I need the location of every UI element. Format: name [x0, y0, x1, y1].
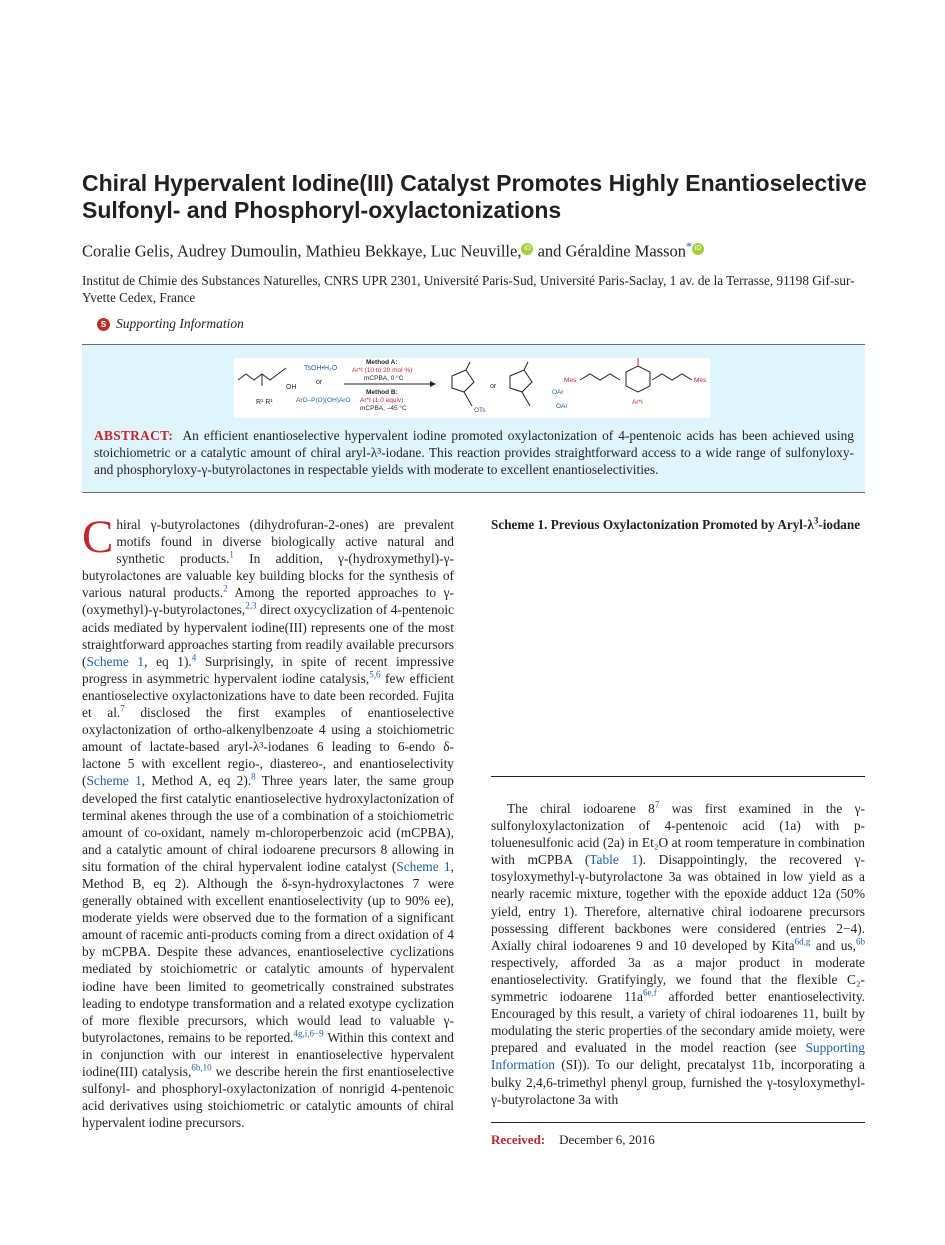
- authors-text-a: Coralie Gelis, Audrey Dumoulin, Mathieu Bekkaye, Luc Neuville,: [82, 241, 522, 261]
- supporting-info-inline-link[interactable]: Supporting Information: [491, 1040, 865, 1073]
- method-a-line2: mCPBA, 0 °C: [364, 375, 404, 382]
- arrow-head-icon: [430, 381, 436, 387]
- catalyst-label: Ar*I: [632, 399, 643, 406]
- method-b-title: Method B:: [366, 389, 398, 396]
- abstract: [94, 427, 854, 478]
- body-text: and us,: [810, 937, 856, 953]
- article-title: Chiral Hypervalent Iodine(III) Catalyst Promotes Highly Enantioselective Sulfonyl- and Phosphoryl-oxylactonizations: [82, 170, 867, 223]
- abstract-text: An efficient enantioselective hypervalent iodine promoted oxylactonization of 4-pentenoic acids has been achieved using stoichiometric or a catalytic amount of chiral aryl-λ³-iodane. This reaction provides straightforward access to a wide range of sulfonyloxy- and phosphoryloxy-γ-butyrolactones in respectable yields with moderate to excellent enantioselectivities.: [94, 428, 854, 477]
- body-text: afforded better enantioselectivity. Encouraged by this result, a variety of chiral iodoarenes 11, built by modulating the steric properties of the secondary amide moiety, were prepared and evaluated in the model reaction (see: [491, 989, 865, 1056]
- toc-graphic: [234, 358, 710, 418]
- catalyst-mes-right: Mes: [694, 377, 707, 384]
- supporting-info-label: Supporting Information: [116, 316, 244, 331]
- scheme-caption-text: -iodane: [818, 517, 861, 532]
- citation-link[interactable]: 4g,i,6−9: [293, 1028, 324, 1039]
- orcid-icon[interactable]: iD: [692, 243, 704, 255]
- received-label: Received:: [491, 1132, 546, 1147]
- affiliation: Institut de Chimie des Substances Naturelles, CNRS UPR 2301, Université Paris-Sud, Université Paris-Saclay, 1 av. de la Terrasse, 91198 Gif-sur-Yvette Cedex, France: [82, 273, 855, 305]
- body-text: ). Disappointingly, the recovered γ-tosyloxymethyl-γ-butyrolactone 3a was obtained in low yield as a nearly racemic mixture, together with the epoxide adduct 12a (50% yield, entry 1). Therefore, alternative chiral iodoarene precursors possessing different backbones were considered (entries 2−4). Axially chiral iodoarenes 9 and 10 developed by Kita: [491, 852, 865, 953]
- scheme-1-caption: [491, 516, 865, 533]
- product-ots: OTs: [474, 407, 486, 414]
- citation-link[interactable]: 6b: [855, 936, 865, 947]
- authors-text-b: and Géraldine Masson: [533, 241, 687, 261]
- svg-text:OH: OH: [286, 384, 297, 391]
- supporting-info-link[interactable]: [97, 316, 244, 332]
- scheme-caption-sup: 3: [813, 515, 819, 526]
- abstract-label: ABSTRACT:: [94, 428, 174, 443]
- corresponding-author-mark[interactable]: *: [686, 239, 693, 253]
- body-text: (SI)). To our delight, precatalyst 11b, incorporating a bulky 2,4,6-trimethyl phenyl group, furnished the γ-tosyloxymethyl-γ-butyrolactone 3a with: [491, 1057, 865, 1107]
- method-a-title: Method A:: [366, 359, 398, 366]
- svg-text:R¹ R¹: R¹ R¹: [256, 399, 273, 406]
- method-b-line1: Ar*I (1.0 equiv): [360, 397, 404, 404]
- right-column-body: [491, 800, 865, 1108]
- body-text: hiral γ-butyrolactones (dihydrofuran-2-ones) are prevalent motifs found in diverse biologically active natural and synthetic products.: [116, 517, 454, 567]
- orcid-icon[interactable]: iD: [521, 243, 533, 255]
- left-column-body: [82, 511, 455, 1131]
- received-value: December 6, 2016: [559, 1132, 655, 1147]
- body-text: In addition, γ-(hydroxymethyl)-γ-butyrolactones are valuable key building blocks for the synthesis of various natural products.: [82, 551, 454, 601]
- body-text: Among the reported approaches to γ-(oxymethyl)-γ-butyrolactones,: [82, 585, 454, 618]
- substrate-structure: [238, 368, 286, 386]
- received-date: [491, 1132, 655, 1148]
- body-text: Within this context and in conjunction with our interest in enantioselective hypervalent iodine(III) catalysis,: [82, 1029, 454, 1079]
- footer-rule: [491, 1122, 865, 1123]
- catalyst-structure: [580, 358, 692, 392]
- citation-link[interactable]: 2: [223, 583, 228, 594]
- body-text: The chiral iodoarene 8: [507, 801, 655, 816]
- body-text: direct oxycyclization of 4-pentenoic acids mediated by hypervalent iodine(III) represents one of the most straightforward approaches starting from readily available precursors (: [82, 602, 454, 669]
- dropcap: C: [82, 511, 114, 563]
- product-oar-2: OAr: [556, 403, 568, 410]
- body-text: , Method A, eq 2).: [141, 773, 252, 789]
- scheme-1-link[interactable]: Scheme 1: [86, 773, 142, 789]
- method-a-line1: Ar*I (10 to 20 mol %): [352, 367, 413, 374]
- body-text: Three years later, the same group developed the first catalytic enantioselective hydroxylactonization of terminal akenes through the use of a combination of a stoichiometric amount of co-oxidant, namely m-chloroperbenzoic acid (mCPBA), and a catalytic amount of chiral iodoarene precursors 8 allowing in situ formation of the chiral hypervalent iodine catalyst (: [82, 773, 454, 874]
- supporting-info-icon: S: [97, 318, 110, 331]
- scheme-1-link[interactable]: Scheme 1: [86, 653, 145, 669]
- body-text: , Method B, eq 2). Although the δ-syn-hydroxylactones 7 were generally obtained with excellent enantioselectivity (up to 90% ee), moderate yields were observed due to the formation of a significant amount of racemic anti-products coming from a direct oxidation of 4 by mCPBA. Despite these advances, enantioselective cyclizations mediated by stoichiometric or catalytic amounts of hypervalent iodine have been limited to geometrically constrained substrates leading to endotype transformation and a related exotype cyclization of more flexible precursors, which would lead to valuable γ-butyrolactones, remains to be reported.: [82, 858, 454, 1045]
- method-b-line2: mCPBA, –45 °C: [360, 405, 407, 412]
- body-text: respectively, afforded 3a as a major product in moderate enantioselectivity. Gratifyingly, we found that the flexible C₂-symmetric iodoarene 11a: [491, 954, 865, 1005]
- body-text: was first examined in the γ-sulfonyloxylactonization of 4-pentenoic acid (1a) with p-toluenesulfonic acid (2a) in Et₂O at room temperature in combination with mCPBA (: [491, 801, 865, 868]
- citation-link[interactable]: 7: [120, 703, 125, 714]
- toc-reagent-bottom: ArO–P(O)(OH)ArO: [296, 397, 351, 404]
- citation-link[interactable]: 7: [654, 799, 660, 810]
- citation-link[interactable]: 5,6: [369, 669, 381, 680]
- scheme-1-link[interactable]: Scheme 1: [396, 858, 451, 874]
- author-list: [82, 235, 882, 263]
- catalyst-mes-left: Mes: [564, 377, 577, 384]
- citation-link[interactable]: 8: [251, 771, 256, 782]
- product-oar-1: OAr: [552, 389, 564, 396]
- citation-link[interactable]: 2,3: [245, 601, 257, 611]
- scheme-bottom-rule: [491, 776, 865, 777]
- body-text: disclosed the first examples of enantioselective oxylactonization of ortho-alkenylbenzoate 4 using a stoichiometric amount of lactate-based aryl-λ³-iodanes 6 leading to 6-endo δ-lactone 5 with excellent regio-, diastereo-, and enantioselectivity (: [82, 705, 454, 789]
- citation-link[interactable]: 6b,10: [191, 1062, 212, 1073]
- body-text: we describe herein the first enantioselective sulfonyl- and phosphoryl-oxylactonization of nonrigid 4-pentenoic acid derivatives using stoichiometric or catalytic amounts of chiral hypervalent iodine precursors.: [82, 1064, 455, 1131]
- body-text: few efficient enantioselective oxylactonizations have to date been recorded. Fujita et al.: [82, 670, 454, 721]
- citation-link[interactable]: 6d,g: [794, 936, 811, 947]
- table-1-link[interactable]: Table 1: [589, 852, 639, 868]
- body-text: , eq 1).: [144, 653, 192, 669]
- toc-reagent-top: TsOH•H₂O: [304, 365, 338, 372]
- svg-text:or: or: [490, 383, 497, 390]
- body-text: Surprisingly, in spite of recent impressive progress in asymmetric hypervalent iodine catalysis,: [82, 653, 455, 686]
- toc-reagent-or: or: [316, 379, 323, 386]
- scheme-caption-text: Scheme 1. Previous Oxylactonization Promoted by Aryl-λ: [491, 517, 814, 532]
- citation-link[interactable]: 1: [229, 549, 234, 560]
- citation-link[interactable]: 4: [191, 652, 197, 663]
- citation-link[interactable]: 6e,f: [642, 987, 657, 998]
